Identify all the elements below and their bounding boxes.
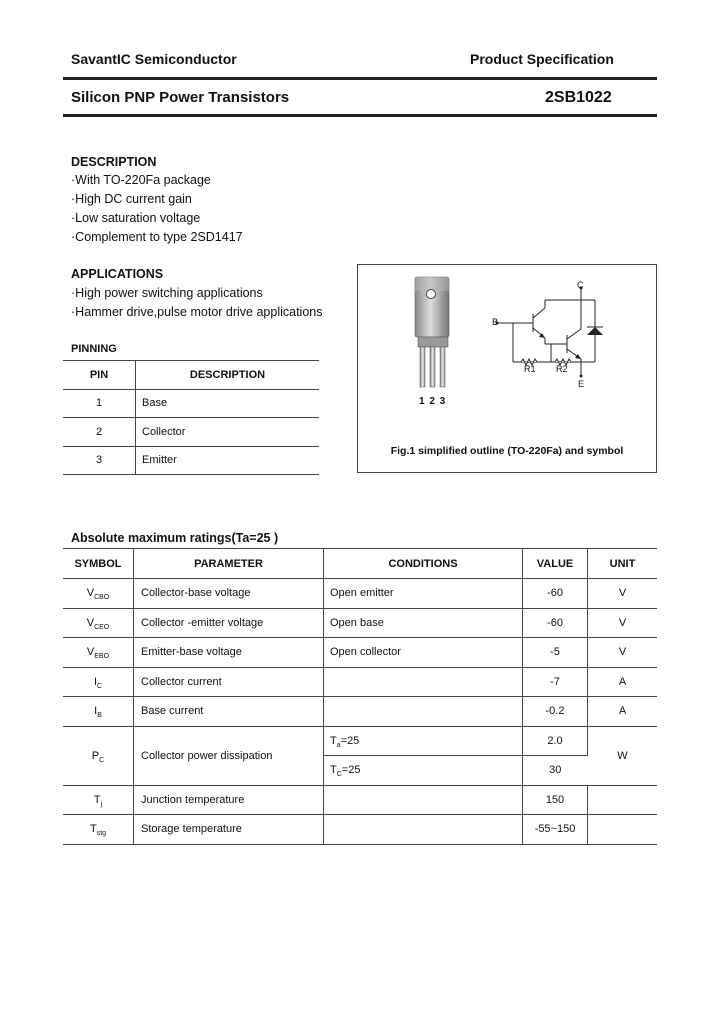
value-cell: 2.0 — [523, 726, 588, 756]
conditions-cell — [324, 697, 523, 727]
value-cell: -0.2 — [523, 697, 588, 727]
company-name: SavantIC Semiconductor — [71, 51, 237, 67]
parameter-cell: Collector-base voltage — [134, 579, 324, 609]
value-cell: -5 — [523, 638, 588, 668]
pin-header: PIN — [63, 361, 136, 390]
symbol-cell: $V_{CBO}$ — [63, 579, 134, 609]
application-item: ·Hammer drive,pulse motor drive applications — [71, 305, 323, 319]
parameter-cell: Collector current — [134, 667, 324, 697]
conditions-cell — [324, 815, 523, 845]
parameter-cell: Base current — [134, 697, 324, 727]
conditions-cell: $T_a=25$ — [324, 726, 523, 756]
collector-label: C — [577, 280, 584, 290]
unit-cell: A — [588, 697, 658, 727]
unit-cell: W — [588, 726, 658, 785]
base-label: B — [492, 317, 499, 327]
pin-number: 2 — [63, 418, 136, 447]
ratings-table — [63, 548, 657, 845]
unit-cell: V — [588, 638, 658, 668]
conditions-cell: Open emitter — [324, 579, 523, 609]
package-outline-image — [403, 275, 463, 397]
parameter-cell: Emitter-base voltage — [134, 638, 324, 668]
symbol-cell: $V_{CEO}$ — [63, 608, 134, 638]
applications-title: APPLICATIONS — [71, 267, 164, 281]
application-item: ·High power switching applications — [71, 286, 263, 300]
table-row — [63, 608, 657, 638]
unit-cell: V — [588, 608, 658, 638]
value-cell: 30 — [523, 756, 588, 786]
header-rule-bottom — [63, 114, 657, 117]
conditions-cell — [324, 785, 523, 815]
pin-number: 1 — [63, 389, 136, 418]
pin-description: Collector — [136, 418, 320, 447]
figure-box — [357, 264, 657, 473]
conditions-cell — [324, 667, 523, 697]
symbol-cell: $I_C$ — [63, 667, 134, 697]
description-item: ·Complement to type 2SD1417 — [71, 230, 243, 244]
symbol-cell: $T_j$ — [63, 785, 134, 815]
unit-header: UNIT — [588, 549, 658, 579]
value-cell: -60 — [523, 608, 588, 638]
parameter-cell: Collector power dissipation — [134, 726, 324, 785]
document-type: Product Specification — [470, 51, 614, 67]
header-rule-top — [63, 77, 657, 80]
pin-number-labels: 1 2 3 — [419, 396, 447, 407]
parameter-header: PARAMETER — [134, 549, 324, 579]
pin-number: 3 — [63, 446, 136, 475]
applications-list — [71, 284, 322, 322]
value-cell: -60 — [523, 579, 588, 609]
value-header: VALUE — [523, 549, 588, 579]
unit-cell: A — [588, 667, 658, 697]
table-row — [63, 785, 657, 815]
pin-description: Emitter — [136, 446, 320, 475]
product-line: Silicon PNP Power Transistors — [71, 89, 290, 106]
unit-cell: V — [588, 579, 658, 609]
circuit-symbol-icon — [483, 280, 643, 395]
unit-cell — [588, 815, 658, 845]
conditions-header: CONDITIONS — [324, 549, 523, 579]
table-row — [63, 446, 319, 475]
symbol-cell: $I_B$ — [63, 697, 134, 727]
description-item: ·High DC current gain — [71, 192, 192, 206]
emitter-label: E — [578, 379, 585, 389]
value-cell: -7 — [523, 667, 588, 697]
ratings-header-row — [63, 549, 657, 579]
value-cell: -55~150 — [523, 815, 588, 845]
table-row — [63, 667, 657, 697]
table-row — [63, 389, 319, 418]
table-row — [63, 418, 319, 447]
pinning-table — [63, 360, 319, 475]
description-item: ·Low saturation voltage — [71, 211, 201, 225]
value-cell: 150 — [523, 785, 588, 815]
r2-label: R2 — [556, 364, 568, 374]
table-row — [63, 726, 657, 756]
symbol-cell: $T_{stg}$ — [63, 815, 134, 845]
part-number: 2SB1022 — [545, 89, 612, 106]
symbol-cell: $P_C$ — [63, 726, 134, 785]
pinning-header-row — [63, 361, 319, 390]
figure-caption: Fig.1 simplified outline (TO-220Fa) and symbol — [390, 445, 624, 457]
parameter-cell: Junction temperature — [134, 785, 324, 815]
conditions-cell: $T_C=25$ — [324, 756, 523, 786]
table-row — [63, 638, 657, 668]
description-title: DESCRIPTION — [71, 155, 157, 169]
description-item: ·With TO-220Fa package — [71, 173, 211, 187]
pinning-title: PINNING — [71, 343, 117, 355]
table-row — [63, 579, 657, 609]
table-row — [63, 697, 657, 727]
ratings-title: Absolute maximum ratings(Ta=25 ) — [71, 531, 279, 545]
symbol-header: SYMBOL — [63, 549, 134, 579]
symbol-cell: $V_{EBO}$ — [63, 638, 134, 668]
unit-cell — [588, 785, 658, 815]
description-header: DESCRIPTION — [136, 361, 320, 390]
table-row — [63, 815, 657, 845]
description-list — [71, 171, 243, 247]
parameter-cell: Collector -emitter voltage — [134, 608, 324, 638]
conditions-cell: Open base — [324, 608, 523, 638]
pin-description: Base — [136, 389, 320, 418]
parameter-cell: Storage temperature — [134, 815, 324, 845]
r1-label: R1 — [524, 364, 536, 374]
conditions-cell: Open collector — [324, 638, 523, 668]
